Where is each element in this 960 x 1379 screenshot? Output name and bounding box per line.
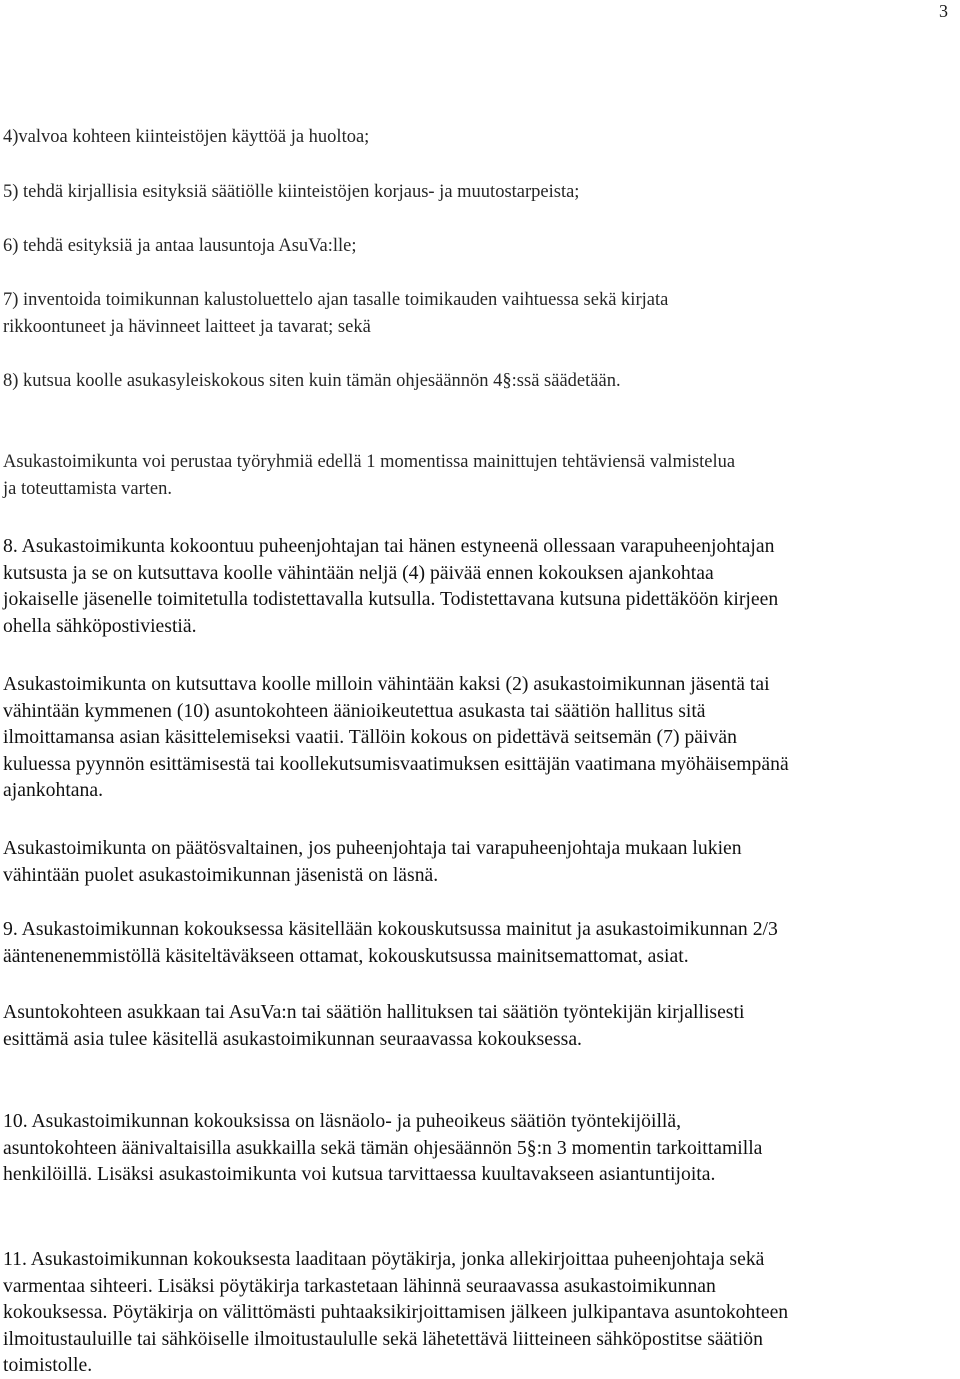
section-9-agenda — [3, 916, 953, 969]
section-10-attendance — [3, 1108, 953, 1188]
text-line: 6) tehdä esityksiä ja antaa lausuntoja AsuVa:lle; — [3, 236, 357, 256]
text-line: vähintään puolet asukastoimikunnan jäsenistä on läsnä. — [3, 863, 439, 886]
paragraph-written-matters — [3, 999, 953, 1052]
section-8-meetings — [3, 533, 953, 639]
text-line: 8. Asukastoimikunta kokoontuu puheenjohtajan tai hänen estyneenä ollessaan varapuheenjohtajan — [3, 535, 775, 557]
paragraph-item-4 — [3, 124, 953, 151]
text-line: rikkoontuneet ja hävinneet laitteet ja tavarat; sekä — [3, 317, 371, 337]
text-line: ohella sähköpostiviestiä. — [3, 614, 197, 637]
text-line: 5) tehdä kirjallisia esityksiä säätiölle kiinteistöjen korjaus- ja muutostarpeista; — [3, 182, 580, 202]
text-line: vähintään kymmenen (10) asuntokohteen äänioikeutettua asukasta tai säätiön hallitus sitä — [3, 699, 706, 722]
text-line: 4)valvoa kohteen kiinteistöjen käyttöä ja huoltoa; — [3, 127, 370, 147]
text-line: asuntokohteen äänivaltaisilla asukkailla sekä tämän ohjesäännön 5§:n 3 momentin tarkoittamilla — [3, 1136, 763, 1159]
paragraph-item-5 — [3, 179, 953, 206]
text-line: 10. Asukastoimikunnan kokouksissa on läsnäolo- ja puheoikeus säätiön työntekijöillä, — [3, 1110, 682, 1132]
text-line: ajankohtana. — [3, 779, 104, 801]
page-number: 3 — [939, 1, 948, 21]
text-line: Asukastoimikunta voi perustaa työryhmiä edellä 1 momentissa mainittujen tehtäviensä valmistelua — [3, 452, 736, 472]
text-line: Asuntokohteen asukkaan tai AsuVa:n tai säätiön hallituksen tai säätiön työntekijän kirjallisesti — [3, 1001, 745, 1023]
text-line: Asukastoimikunta on päätösvaltainen, jos puheenjohtaja tai varapuheenjohtaja mukaan lukien — [3, 837, 742, 859]
text-line: jokaiselle jäsenelle toimitetulla todistettavalla kutsulla. Todistettavana kutsuna pidettäköön kirjeen — [3, 588, 779, 610]
text-line: 7) inventoida toimikunnan kalustoluettelo ajan tasalle toimikauden vaihtuessa sekä kirjata — [3, 290, 669, 310]
paragraph-item-6 — [3, 233, 953, 260]
paragraph-convening — [3, 671, 953, 804]
paragraph-item-7 — [3, 287, 953, 341]
section-11-minutes — [3, 1246, 953, 1379]
paragraph-item-8 — [3, 368, 953, 395]
text-line: ilmoittamansa asian käsittelemiseksi vaatii. Tällöin kokous on pidettävä seitsemän (7) päivän — [3, 726, 737, 748]
text-line: kutsusta ja se on kutsuttava koolle vähintään neljä (4) päivää ennen kokouksen ajankohtaa — [3, 561, 714, 584]
text-line: henkilöillä. Lisäksi asukastoimikunta voi kutsua tarvittaessa kuultavakseen asiantuntijoita. — [3, 1163, 716, 1185]
text-line: 9. Asukastoimikunnan kokouksessa käsitellään kokouskutsussa mainitut ja asukastoimikunnan 2/3 — [3, 918, 778, 940]
text-line: kuluessa pyynnön esittämisestä tai koollekutsumisvaatimuksen esittäjän vaatimana myöhäisempänä — [3, 752, 789, 775]
text-line: esittämä asia tulee käsitellä asukastoimikunnan seuraavassa kokouksessa. — [3, 1027, 582, 1050]
text-line: ja toteuttamista varten. — [3, 479, 173, 499]
text-line: ääntenenemmistöllä käsiteltäväkseen ottamat, kokouskutsussa mainitsemattomat, asiat. — [3, 944, 689, 967]
paragraph-workgroups — [3, 449, 953, 503]
paragraph-quorum — [3, 835, 953, 888]
text-line: 8) kutsua koolle asukasyleiskokous siten kuin tämän ohjesäännön 4§:ssä säädetään. — [3, 371, 621, 391]
text-line: ilmoitustauluille tai sähköiselle ilmoitustaululle sekä lähetettävä liitteineen sähköpostitse säätiön — [3, 1327, 763, 1350]
text-line: Asukastoimikunta on kutsuttava koolle milloin vähintään kaksi (2) asukastoimikunnan jäsentä tai — [3, 673, 770, 695]
text-line: 11. Asukastoimikunnan kokouksesta laaditaan pöytäkirja, jonka allekirjoittaa puheenjohtaja sekä — [3, 1248, 765, 1270]
text-line: toimistolle. — [3, 1354, 93, 1376]
text-line: kokouksessa. Pöytäkirja on välittömästi puhtaaksikirjoittamisen jälkeen julkipantava asuntokohteen — [3, 1301, 789, 1323]
text-line: varmentaa sihteeri. Lisäksi pöytäkirja tarkastetaan lähinnä seuraavassa asukastoimikunnan — [3, 1274, 716, 1297]
